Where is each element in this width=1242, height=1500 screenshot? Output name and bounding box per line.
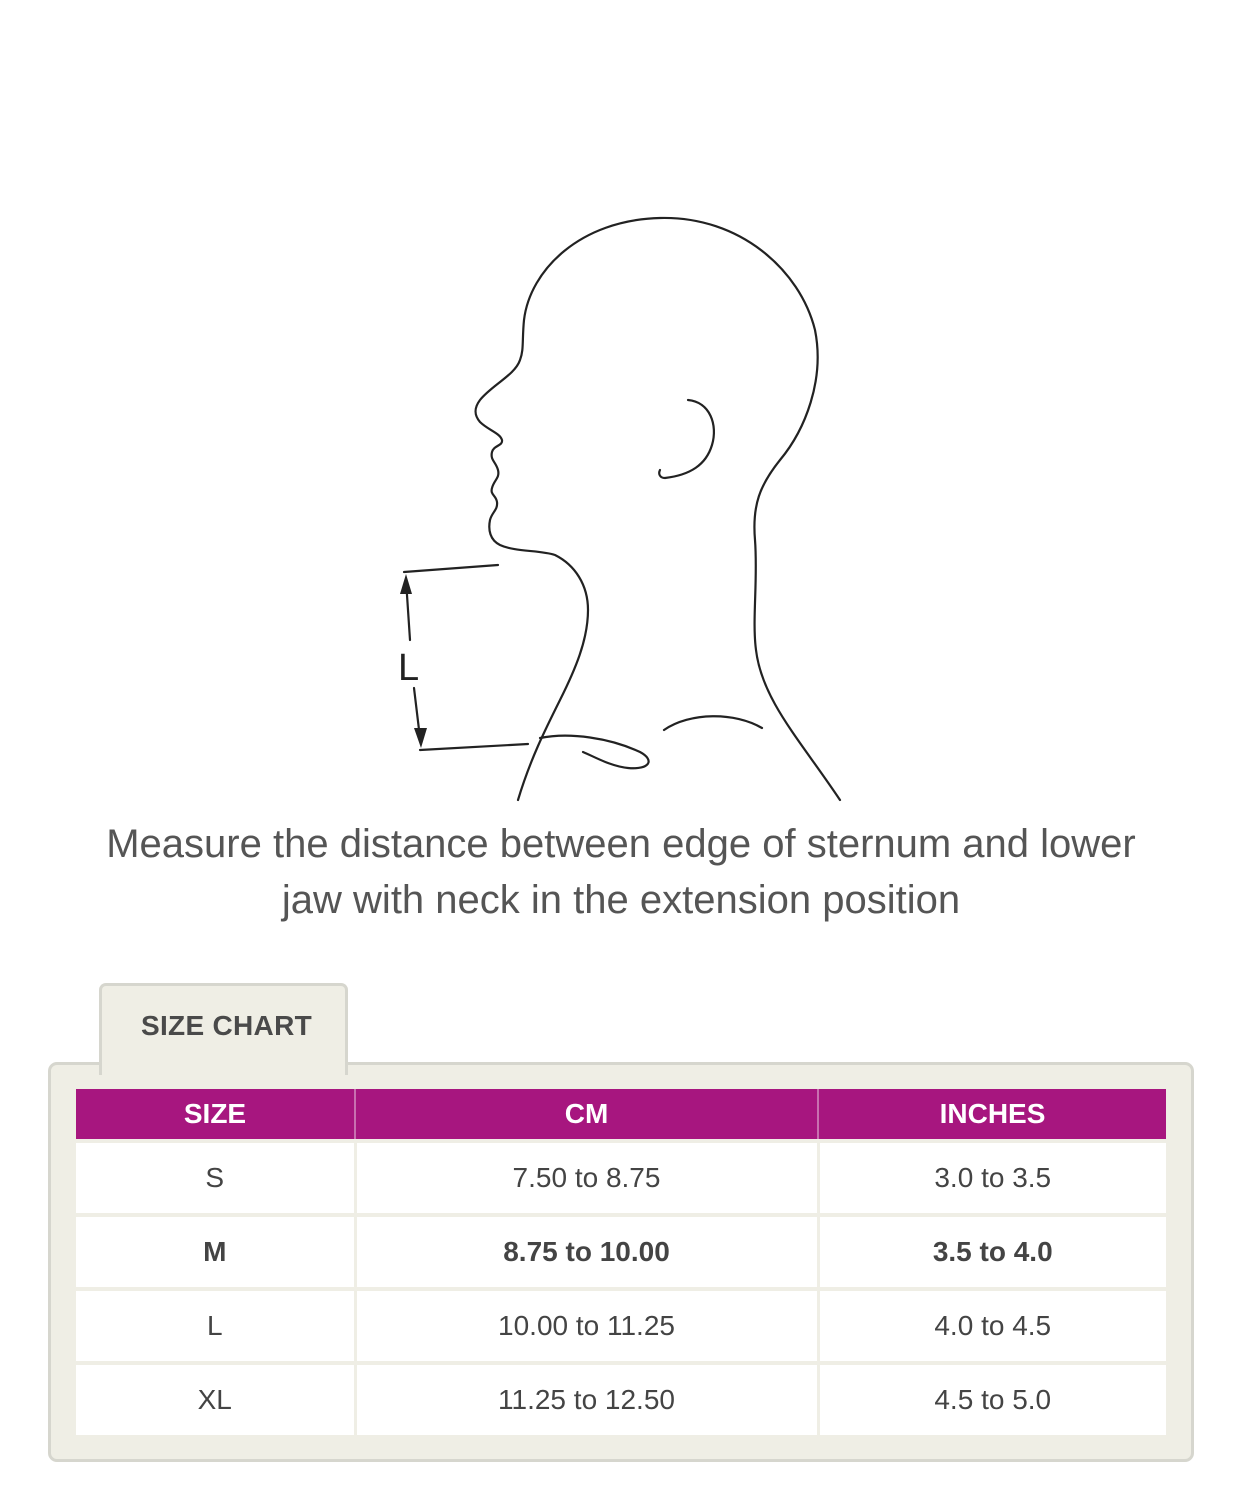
clavicle-outline xyxy=(540,736,649,769)
table-row xyxy=(76,1289,1166,1363)
jaw-measure-line xyxy=(404,565,498,572)
caption-line-1: Measure the distance between edge of sternum and lower xyxy=(106,822,1136,866)
size-chart-table xyxy=(76,1089,1166,1435)
table-row xyxy=(76,1363,1166,1435)
arrow-head-up xyxy=(400,574,412,594)
cm-cell: 7.50 to 8.75 xyxy=(355,1141,818,1215)
inches-cell: 4.5 to 5.0 xyxy=(818,1363,1166,1435)
table-row xyxy=(76,1141,1166,1215)
size-chart-title: SIZE CHART xyxy=(141,1010,312,1041)
measurement-instructions xyxy=(60,816,1182,928)
size-cell: M xyxy=(76,1215,355,1289)
inches-cell: 3.5 to 4.0 xyxy=(818,1215,1166,1289)
inches-cell: 3.0 to 3.5 xyxy=(818,1141,1166,1215)
header-size: SIZE xyxy=(76,1089,355,1141)
size-cell: S xyxy=(76,1141,355,1215)
arrow-head-down xyxy=(414,728,427,748)
table-row xyxy=(76,1215,1166,1289)
header-cm: CM xyxy=(355,1089,818,1141)
caption-line-2: jaw with neck in the extension position xyxy=(281,878,961,922)
inches-cell: 4.0 to 4.5 xyxy=(818,1289,1166,1363)
shoulder-line xyxy=(664,716,762,730)
cm-cell: 8.75 to 10.00 xyxy=(355,1215,818,1289)
head-outline xyxy=(476,218,841,800)
table-header-row xyxy=(76,1089,1166,1141)
size-cell: L xyxy=(76,1289,355,1363)
tab-panel-join xyxy=(102,1058,345,1068)
cm-cell: 11.25 to 12.50 xyxy=(355,1363,818,1435)
measure-label: L xyxy=(398,647,420,689)
sternum-measure-line xyxy=(420,744,528,750)
cm-cell: 10.00 to 11.25 xyxy=(355,1289,818,1363)
header-inches: INCHES xyxy=(818,1089,1166,1141)
ear-outline xyxy=(659,400,714,478)
size-cell: XL xyxy=(76,1363,355,1435)
